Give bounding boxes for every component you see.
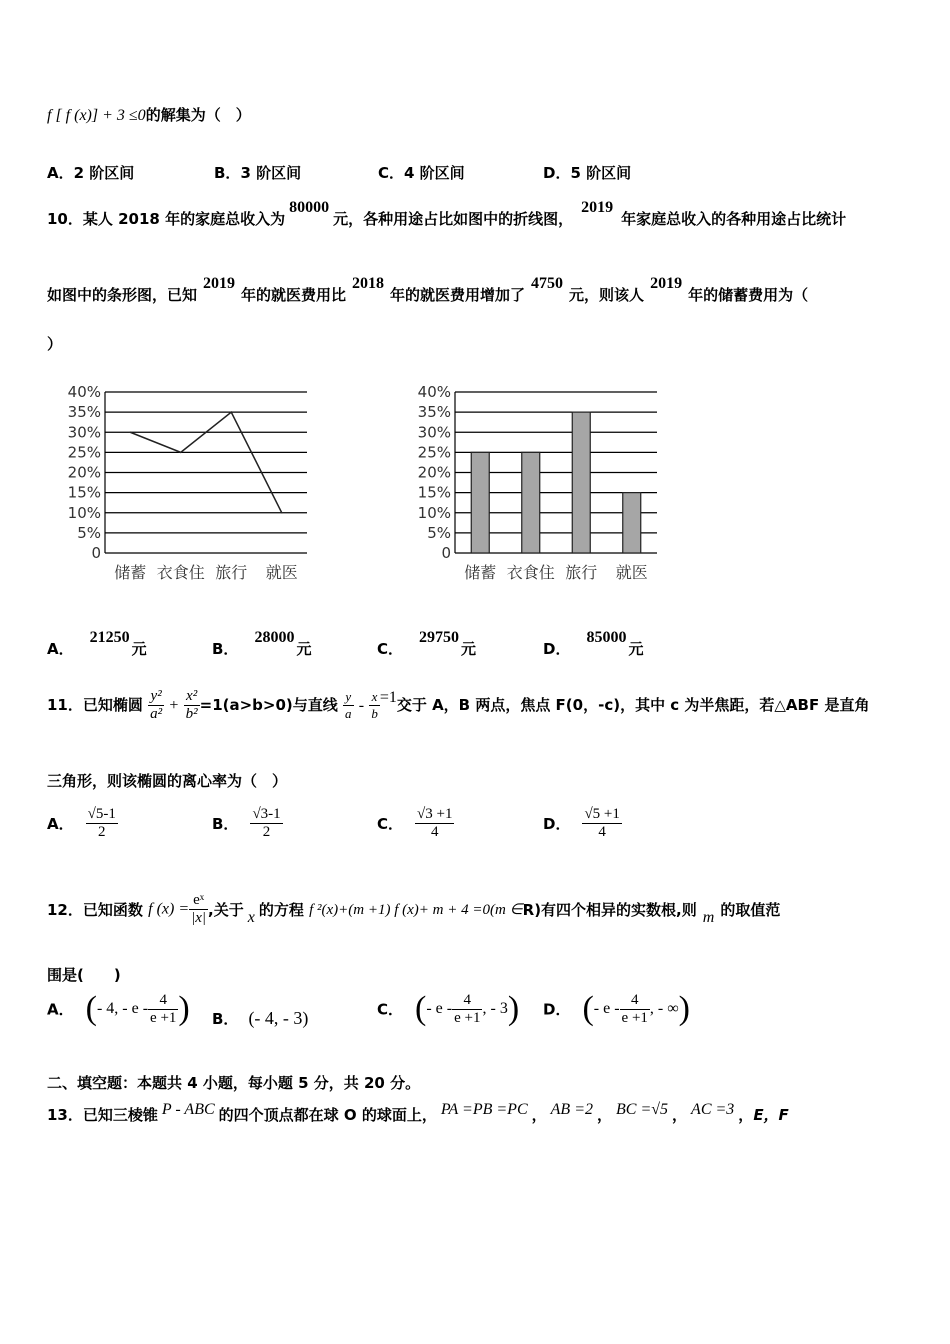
q11-frac-x2b2: $\frac{\text{x²}}{\text{b²}}$: [185, 688, 198, 722]
bar: [623, 493, 641, 553]
q11-option-c: C． $\frac{√3 +1}{4}$: [377, 806, 453, 840]
q9-option-b: B．3 阶区间: [214, 164, 302, 182]
line-chart-2018: [55, 378, 325, 590]
q10-line-3: ）: [47, 335, 63, 353]
q11-line-2: 三角形，则该椭圆的离心率为（ ）: [47, 772, 288, 790]
section-heading: 二、填空题：本题共 4 小题，每小题 5 分，共 20 分。: [47, 1074, 421, 1092]
q10-number: 10．: [47, 210, 83, 228]
q10-option-a: A．21250元: [47, 629, 147, 658]
bar: [572, 412, 590, 553]
y-tick-label: 15%: [67, 483, 101, 502]
y-tick-label: 30%: [417, 423, 451, 442]
y-tick-label: 5%: [427, 523, 451, 542]
q12-option-b: B． (- 4, - 3): [212, 1008, 309, 1028]
bar: [522, 452, 540, 553]
q10-option-b: B．28000元: [212, 629, 312, 658]
x-tick-label: 衣食住: [156, 563, 205, 582]
q12-line-1: 12．已知函数 f (x) = $\frac{\text{eˣ}}{|x|}$ ,关于 x 的方程 f ²(x)+(m +1) f (x)+ m + 4 =0(m ∈R)有四个相异的实数根,则 m 的取值范: [47, 892, 781, 926]
series-line: [130, 412, 282, 513]
q10-option-d: D．85000元: [543, 629, 644, 658]
q11-option-b: B． $\frac{√3-1}{2}$: [212, 806, 281, 840]
bar-chart-2019: [405, 378, 675, 590]
y-tick-label: 35%: [417, 403, 451, 422]
y-tick-label: 10%: [67, 503, 101, 522]
data-point: [230, 411, 232, 413]
y-tick-label: 40%: [417, 383, 451, 401]
q13-number: 13．: [47, 1106, 83, 1124]
q11-number: 11．: [47, 696, 83, 714]
q11-frac-xb: $\frac{x}{b}$: [371, 689, 378, 721]
q11-frac-y2a2: $\frac{\text{y²}}{\text{a²}}$: [150, 688, 163, 722]
x-tick-label: 就医: [265, 563, 298, 582]
x-tick-label: 旅行: [215, 563, 248, 582]
q12-option-d: D． (- e - $\frac{4}{e +1}$ , - ∞): [543, 990, 690, 1027]
y-tick-label: 25%: [417, 443, 451, 462]
data-point: [129, 431, 131, 433]
q11-line-1: 11．已知椭圆 $\frac{\text{y²}}{\text{a²}}$ + $\frac{\text{x²}}{\text{b²}}$ =1(a>b>0)与直线 $\frac{y}{a}$ - $\frac{x}{b}$ =1交于 A，B 两点，焦点 F(0，-c)，其中 c 为半焦距，若△ABF 是直角: [47, 688, 870, 722]
y-tick-label: 10%: [417, 503, 451, 522]
x-tick-label: 就医: [615, 563, 648, 582]
y-tick-label: 30%: [67, 423, 101, 442]
q10-line-2: 如图中的条形图，已知2019年的就医费用比2018年的就医费用增加了4750元，则该人2019年的储蓄费用为（: [47, 275, 809, 304]
q11-frac-ya: $\frac{y}{a}$: [345, 689, 352, 721]
bar: [471, 452, 489, 553]
q12-option-a: A． (- 4, - e - $\frac{4}{e +1}$ ): [47, 990, 190, 1027]
x-tick-label: 储蓄: [464, 563, 497, 582]
q9-tail-line: [47, 104, 251, 125]
q12-number: 12．: [47, 901, 83, 919]
x-tick-label: 储蓄: [114, 563, 147, 582]
data-point: [281, 512, 283, 514]
y-tick-label: 5%: [77, 523, 101, 542]
y-tick-label: 0: [441, 544, 451, 562]
q9-text: 的解集为（ ）: [145, 106, 251, 124]
y-tick-label: 40%: [67, 383, 101, 401]
y-tick-label: 20%: [67, 463, 101, 482]
y-tick-label: 35%: [67, 403, 101, 422]
q12-option-c: C． (- e - $\frac{4}{e +1}$ , - 3): [377, 990, 520, 1027]
y-tick-label: 25%: [67, 443, 101, 462]
q12-line-2: 围是( ): [47, 966, 121, 984]
y-tick-label: 15%: [417, 483, 451, 502]
y-tick-label: 20%: [417, 463, 451, 482]
q10-option-c: C．29750元: [377, 629, 477, 658]
q11-option-a: A． $\frac{√5-1}{2}$: [47, 806, 116, 840]
data-point: [180, 452, 182, 454]
q10-line-1: 10．某人 2018 年的家庭总收入为80000元，各种用途占比如图中的折线图，2019年家庭总收入的各种用途占比统计: [47, 199, 847, 228]
q9-option-c: C．4 阶区间: [378, 164, 465, 182]
q9-option-d: D．5 阶区间: [543, 164, 632, 182]
q13-line-1: 13．已知三棱锥 P - ABC 的四个顶点都在球 O 的球面上， PA =PB =PC ， AB =2 ， BC =√5 ， AC =3 ，E，F: [47, 1101, 789, 1124]
x-tick-label: 旅行: [565, 563, 598, 582]
q9-expression: f [ f (x)] + 3 ≤0: [47, 107, 146, 124]
x-tick-label: 衣食住: [506, 563, 555, 582]
q11-option-d: D． $\frac{√5 +1}{4}$: [543, 806, 620, 840]
q9-option-a: A．2 阶区间: [47, 164, 135, 182]
y-tick-label: 0: [91, 544, 101, 562]
